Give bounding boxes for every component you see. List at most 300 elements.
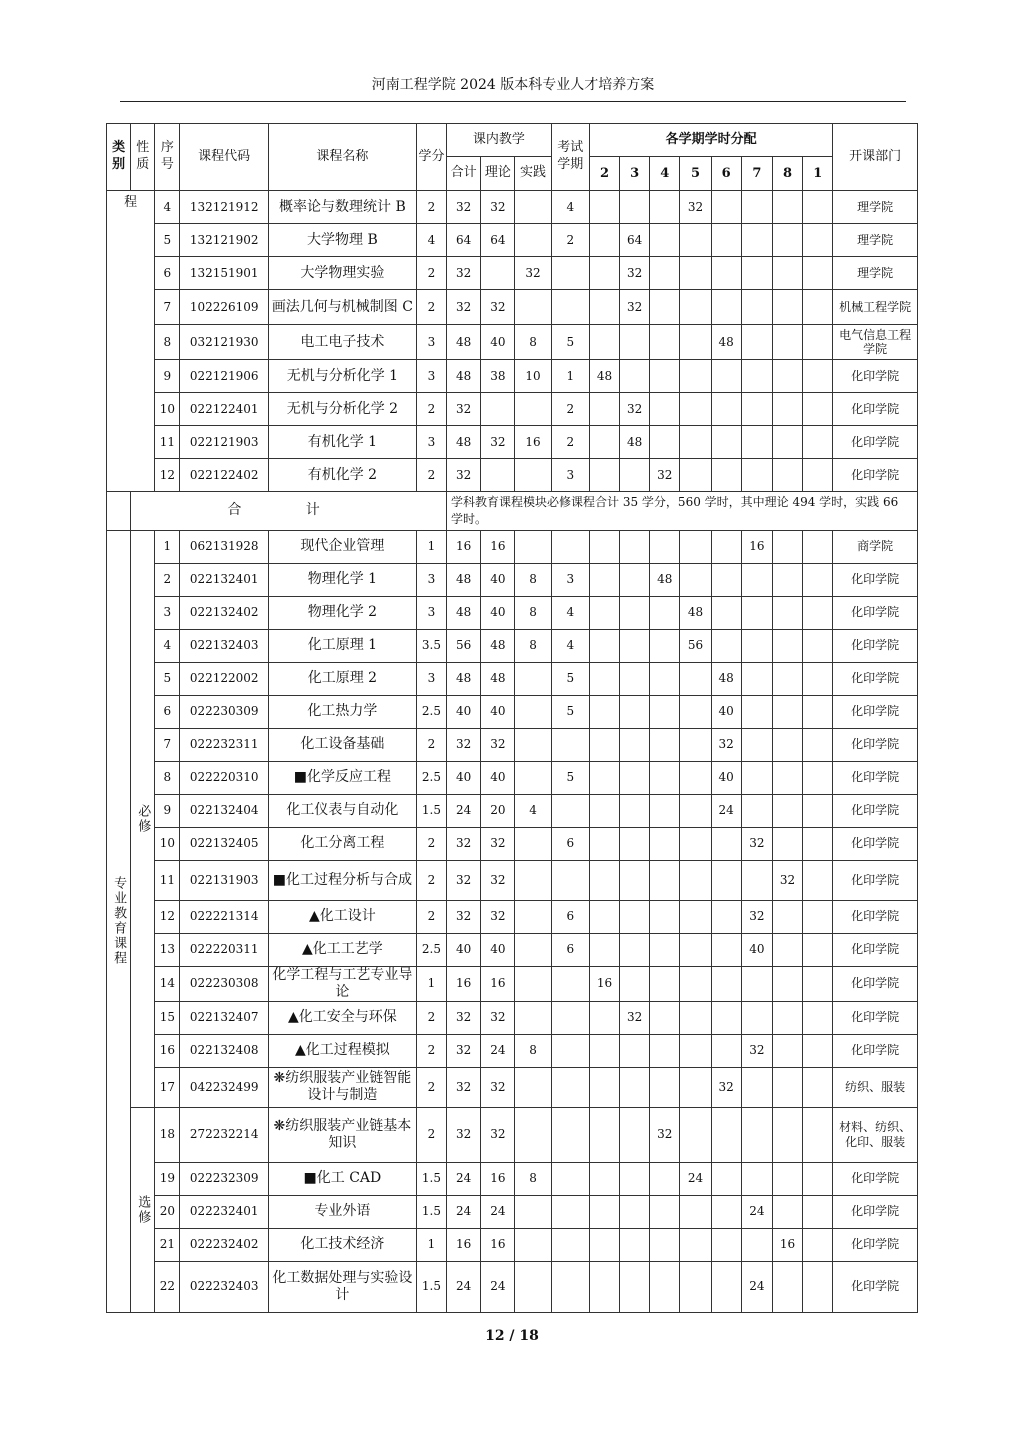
- course-name: ❋纺织服装产业链基本知识: [268, 1107, 416, 1162]
- semester-7-hours: [772, 325, 802, 360]
- course-name: 大学物理 B: [268, 224, 416, 257]
- course-exam-semester: 5: [551, 761, 589, 794]
- course-code: 022132407: [180, 1001, 269, 1034]
- course-credit: 4: [416, 224, 446, 257]
- course-name: 化工热力学: [268, 695, 416, 728]
- semester-3-hours: [650, 827, 680, 860]
- semester-5-hours: [711, 290, 741, 325]
- course-dept: 化印学院: [833, 695, 918, 728]
- course-seq: 2: [155, 563, 180, 596]
- semester-8-hours: [803, 257, 833, 290]
- course-dept: 化印学院: [833, 900, 918, 933]
- semester-1-hours: [589, 629, 619, 662]
- course-practice-hours: 8: [515, 563, 551, 596]
- semester-1-hours: [589, 794, 619, 827]
- table-row: [107, 393, 918, 426]
- course-credit: 2: [416, 459, 446, 492]
- semester-5-hours: [711, 860, 741, 900]
- semester-2-hours: [620, 966, 650, 1001]
- course-practice-hours: [515, 1261, 551, 1312]
- course-theory-hours: 48: [481, 629, 515, 662]
- course-dept: 化印学院: [833, 1034, 918, 1067]
- semester-2-hours: [620, 695, 650, 728]
- course-code: 022121903: [180, 426, 269, 459]
- course-code: 022132402: [180, 596, 269, 629]
- course-practice-hours: [515, 695, 551, 728]
- header-total: 合计: [447, 157, 481, 191]
- semester-1-hours: [589, 900, 619, 933]
- course-dept: 化印学院: [833, 933, 918, 966]
- semester-6-hours: [741, 1067, 772, 1107]
- semester-3-hours: [650, 224, 680, 257]
- table-row: [107, 966, 918, 1001]
- course-seq: 11: [155, 426, 180, 459]
- semester-3-hours: [650, 695, 680, 728]
- table-row: [107, 761, 918, 794]
- nature-label: 必修: [135, 803, 151, 834]
- course-code: 132121912: [180, 191, 269, 224]
- semester-8-hours: [803, 695, 833, 728]
- course-exam-semester: 6: [551, 827, 589, 860]
- course-credit: 2: [416, 900, 446, 933]
- semester-2-hours: [620, 1034, 650, 1067]
- table-row: [107, 662, 918, 695]
- semester-5-hours: [711, 1162, 741, 1195]
- semester-1-hours: [589, 191, 619, 224]
- semester-6-hours: [741, 325, 772, 360]
- semester-3-hours: [650, 325, 680, 360]
- course-code: 132121902: [180, 224, 269, 257]
- course-theory-hours: 32: [481, 860, 515, 900]
- course-theory-hours: 32: [481, 900, 515, 933]
- course-dept: 机械工程学院: [833, 290, 918, 325]
- course-total-hours: 32: [447, 827, 481, 860]
- course-dept: 化印学院: [833, 563, 918, 596]
- header-dept: 开课部门: [833, 124, 918, 191]
- semester-8-hours: [803, 224, 833, 257]
- semester-7-hours: [772, 426, 802, 459]
- semester-1-hours: [589, 1001, 619, 1034]
- header-semester-7: 7: [741, 157, 772, 191]
- header-category: 类别: [107, 124, 131, 191]
- course-seq: 7: [155, 290, 180, 325]
- semester-4-hours: [680, 1034, 711, 1067]
- course-exam-semester: 5: [551, 325, 589, 360]
- course-credit: 1: [416, 1228, 446, 1261]
- semester-3-hours: [650, 1067, 680, 1107]
- semester-7-hours: [772, 1034, 802, 1067]
- category-professional-education: [107, 530, 131, 1312]
- course-theory-hours: 32: [481, 426, 515, 459]
- semester-2-hours: [620, 596, 650, 629]
- course-total-hours: 32: [447, 393, 481, 426]
- semester-2-hours: 48: [620, 426, 650, 459]
- header-semester-8: 8: [772, 157, 802, 191]
- course-total-hours: 40: [447, 933, 481, 966]
- course-seq: 6: [155, 695, 180, 728]
- course-total-hours: 16: [447, 1228, 481, 1261]
- semester-5-hours: [711, 224, 741, 257]
- course-total-hours: 40: [447, 695, 481, 728]
- course-total-hours: 48: [447, 360, 481, 393]
- course-practice-hours: [515, 761, 551, 794]
- semester-3-hours: [650, 393, 680, 426]
- semester-1-hours: [589, 860, 619, 900]
- semester-7-hours: [772, 290, 802, 325]
- semester-4-hours: 24: [680, 1162, 711, 1195]
- course-dept: 化印学院: [833, 860, 918, 900]
- course-practice-hours: [515, 1195, 551, 1228]
- course-seq: 13: [155, 933, 180, 966]
- semester-3-hours: [650, 1261, 680, 1312]
- table-row: [107, 794, 918, 827]
- table-row: [107, 827, 918, 860]
- semester-7-hours: [772, 966, 802, 1001]
- semester-3-hours: [650, 761, 680, 794]
- semester-3-hours: 48: [650, 563, 680, 596]
- semester-5-hours: [711, 596, 741, 629]
- semester-2-hours: [620, 827, 650, 860]
- course-code: 022220311: [180, 933, 269, 966]
- course-practice-hours: 32: [515, 257, 551, 290]
- table-row: [107, 224, 918, 257]
- table-row: [107, 459, 918, 492]
- course-practice-hours: 4: [515, 794, 551, 827]
- course-code: 132151901: [180, 257, 269, 290]
- semester-2-hours: [620, 662, 650, 695]
- course-total-hours: 32: [447, 900, 481, 933]
- course-code: 022132403: [180, 629, 269, 662]
- course-theory-hours: 32: [481, 728, 515, 761]
- semester-5-hours: 40: [711, 761, 741, 794]
- semester-8-hours: [803, 426, 833, 459]
- table-row: [107, 1001, 918, 1034]
- semester-6-hours: [741, 728, 772, 761]
- semester-8-hours: [803, 860, 833, 900]
- semester-5-hours: 48: [711, 662, 741, 695]
- course-seq: 7: [155, 728, 180, 761]
- table-row: [107, 426, 918, 459]
- course-credit: 2: [416, 1034, 446, 1067]
- semester-1-hours: [589, 1034, 619, 1067]
- semester-2-hours: [620, 794, 650, 827]
- semester-4-hours: 56: [680, 629, 711, 662]
- course-theory-hours: 32: [481, 191, 515, 224]
- semester-7-hours: [772, 629, 802, 662]
- semester-1-hours: [589, 933, 619, 966]
- semester-8-hours: [803, 933, 833, 966]
- course-exam-semester: 4: [551, 629, 589, 662]
- course-code: 022122002: [180, 662, 269, 695]
- semester-6-hours: [741, 224, 772, 257]
- semester-4-hours: [680, 695, 711, 728]
- course-name: ▲化工安全与环保: [268, 1001, 416, 1034]
- course-credit: 1.5: [416, 1195, 446, 1228]
- course-code: 022131903: [180, 860, 269, 900]
- course-practice-hours: [515, 191, 551, 224]
- semester-4-hours: [680, 966, 711, 1001]
- category-label: 专业教育课程: [111, 876, 127, 967]
- semester-1-hours: [589, 761, 619, 794]
- course-dept: 纺织、服装: [833, 1067, 918, 1107]
- course-theory-hours: 40: [481, 563, 515, 596]
- course-credit: 1: [416, 966, 446, 1001]
- header-credit: 学分: [416, 124, 446, 191]
- course-seq: 17: [155, 1067, 180, 1107]
- semester-1-hours: [589, 459, 619, 492]
- course-credit: 1: [416, 530, 446, 563]
- course-seq: 5: [155, 662, 180, 695]
- semester-7-hours: 32: [772, 860, 802, 900]
- course-dept: 化印学院: [833, 827, 918, 860]
- header-semester-3: 3: [620, 157, 650, 191]
- semester-5-hours: [711, 563, 741, 596]
- semester-5-hours: 32: [711, 728, 741, 761]
- semester-4-hours: [680, 900, 711, 933]
- table-row: [107, 900, 918, 933]
- course-code: 062131928: [180, 530, 269, 563]
- course-total-hours: 32: [447, 1034, 481, 1067]
- semester-5-hours: [711, 459, 741, 492]
- header-name: 课程名称: [268, 124, 416, 191]
- course-code: 022232402: [180, 1228, 269, 1261]
- semester-8-hours: [803, 325, 833, 360]
- course-exam-semester: [551, 728, 589, 761]
- course-name: ❋纺织服装产业链智能设计与制造: [268, 1067, 416, 1107]
- semester-6-hours: [741, 629, 772, 662]
- semester-5-hours: [711, 257, 741, 290]
- course-theory-hours: 32: [481, 290, 515, 325]
- semester-7-hours: [772, 933, 802, 966]
- semester-3-hours: [650, 933, 680, 966]
- course-name: 化工数据处理与实验设计: [268, 1261, 416, 1312]
- course-code: 022232309: [180, 1162, 269, 1195]
- semester-5-hours: 40: [711, 695, 741, 728]
- semester-3-hours: [650, 629, 680, 662]
- semester-7-hours: [772, 1162, 802, 1195]
- table-row: [107, 1034, 918, 1067]
- course-practice-hours: 8: [515, 1034, 551, 1067]
- category-cell-section1: [107, 191, 155, 492]
- semester-1-hours: [589, 596, 619, 629]
- table-row: [107, 360, 918, 393]
- semester-8-hours: [803, 794, 833, 827]
- semester-2-hours: [620, 728, 650, 761]
- course-seq: 15: [155, 1001, 180, 1034]
- semester-6-hours: [741, 1107, 772, 1162]
- course-code: 022232403: [180, 1261, 269, 1312]
- semester-1-hours: [589, 728, 619, 761]
- semester-2-hours: [620, 860, 650, 900]
- semester-7-hours: [772, 827, 802, 860]
- semester-7-hours: [772, 900, 802, 933]
- semester-7-hours: [772, 563, 802, 596]
- course-total-hours: 56: [447, 629, 481, 662]
- course-total-hours: 48: [447, 662, 481, 695]
- course-total-hours: 32: [447, 290, 481, 325]
- semester-3-hours: [650, 360, 680, 393]
- semester-7-hours: [772, 257, 802, 290]
- course-code: 022221314: [180, 900, 269, 933]
- course-name: 有机化学 2: [268, 459, 416, 492]
- course-theory-hours: 32: [481, 827, 515, 860]
- course-theory-hours: 48: [481, 662, 515, 695]
- course-theory-hours: 40: [481, 596, 515, 629]
- course-dept: 化印学院: [833, 1261, 918, 1312]
- semester-8-hours: [803, 900, 833, 933]
- course-code: 102226109: [180, 290, 269, 325]
- course-name: 化工原理 2: [268, 662, 416, 695]
- course-credit: 3.5: [416, 629, 446, 662]
- semester-2-hours: 32: [620, 290, 650, 325]
- course-credit: 2: [416, 290, 446, 325]
- course-credit: 3: [416, 360, 446, 393]
- course-dept: 化印学院: [833, 794, 918, 827]
- semester-8-hours: [803, 459, 833, 492]
- course-seq: 22: [155, 1261, 180, 1312]
- semester-6-hours: 32: [741, 1034, 772, 1067]
- header-exam: 考试学期: [551, 124, 589, 191]
- semester-5-hours: [711, 191, 741, 224]
- table-row: [107, 860, 918, 900]
- course-dept: 化印学院: [833, 1162, 918, 1195]
- course-dept: 化印学院: [833, 1228, 918, 1261]
- course-name: 物理化学 1: [268, 563, 416, 596]
- semester-6-hours: [741, 426, 772, 459]
- header-practice: 实践: [515, 157, 551, 191]
- semester-2-hours: 64: [620, 224, 650, 257]
- course-dept: 化印学院: [833, 360, 918, 393]
- course-theory-hours: 24: [481, 1261, 515, 1312]
- semester-3-hours: [650, 1228, 680, 1261]
- course-name: 化学工程与工艺专业导论: [268, 966, 416, 1001]
- semester-4-hours: [680, 290, 711, 325]
- semester-1-hours: [589, 662, 619, 695]
- semester-8-hours: [803, 1162, 833, 1195]
- course-name: ▲化工设计: [268, 900, 416, 933]
- course-seq: 11: [155, 860, 180, 900]
- semester-6-hours: [741, 596, 772, 629]
- course-exam-semester: 2: [551, 393, 589, 426]
- course-practice-hours: [515, 966, 551, 1001]
- header-semester-1: 1: [803, 157, 833, 191]
- semester-4-hours: [680, 1195, 711, 1228]
- course-seq: 18: [155, 1107, 180, 1162]
- course-exam-semester: 5: [551, 662, 589, 695]
- semester-7-hours: [772, 360, 802, 393]
- semester-7-hours: [772, 1261, 802, 1312]
- semester-6-hours: 32: [741, 900, 772, 933]
- semester-8-hours: [803, 966, 833, 1001]
- semester-2-hours: 32: [620, 257, 650, 290]
- course-code: 022220310: [180, 761, 269, 794]
- course-dept: 化印学院: [833, 728, 918, 761]
- semester-6-hours: [741, 459, 772, 492]
- semester-1-hours: 16: [589, 966, 619, 1001]
- semester-3-hours: [650, 1034, 680, 1067]
- semester-7-hours: [772, 224, 802, 257]
- semester-8-hours: [803, 530, 833, 563]
- course-total-hours: 32: [447, 257, 481, 290]
- semester-4-hours: [680, 224, 711, 257]
- semester-4-hours: [680, 662, 711, 695]
- course-practice-hours: 8: [515, 596, 551, 629]
- course-exam-semester: 6: [551, 933, 589, 966]
- course-practice-hours: [515, 1001, 551, 1034]
- nature-label: 选修: [135, 1194, 151, 1225]
- table-row: [107, 1162, 918, 1195]
- semester-8-hours: [803, 761, 833, 794]
- semester-8-hours: [803, 563, 833, 596]
- semester-2-hours: [620, 459, 650, 492]
- course-practice-hours: [515, 459, 551, 492]
- course-seq: 9: [155, 794, 180, 827]
- table-row: [107, 1261, 918, 1312]
- semester-6-hours: [741, 1001, 772, 1034]
- semester-1-hours: [589, 1162, 619, 1195]
- course-code: 022132401: [180, 563, 269, 596]
- semester-8-hours: [803, 191, 833, 224]
- table-row: [107, 563, 918, 596]
- course-code: 022121906: [180, 360, 269, 393]
- semester-5-hours: [711, 629, 741, 662]
- nature-required: [131, 530, 155, 1107]
- semester-3-hours: [650, 966, 680, 1001]
- course-theory-hours: 32: [481, 1001, 515, 1034]
- course-exam-semester: [551, 1228, 589, 1261]
- semester-3-hours: [650, 794, 680, 827]
- course-code: 022232401: [180, 1195, 269, 1228]
- semester-4-hours: [680, 1067, 711, 1107]
- table-row: [107, 325, 918, 360]
- course-exam-semester: 2: [551, 426, 589, 459]
- course-name: 化工分离工程: [268, 827, 416, 860]
- course-exam-semester: [551, 1162, 589, 1195]
- course-credit: 3: [416, 662, 446, 695]
- semester-2-hours: [620, 191, 650, 224]
- table-row: [107, 1067, 918, 1107]
- course-theory-hours: 16: [481, 1162, 515, 1195]
- course-theory-hours: 32: [481, 1067, 515, 1107]
- semester-2-hours: [620, 1261, 650, 1312]
- table-row: [107, 191, 918, 224]
- course-exam-semester: [551, 1107, 589, 1162]
- semester-8-hours: [803, 662, 833, 695]
- course-code: 022122401: [180, 393, 269, 426]
- course-theory-hours: 40: [481, 761, 515, 794]
- course-dept: 理学院: [833, 257, 918, 290]
- semester-7-hours: [772, 761, 802, 794]
- table-row: [107, 1195, 918, 1228]
- curriculum-table-wrapper: [106, 123, 918, 1313]
- course-name: 化工设备基础: [268, 728, 416, 761]
- semester-7-hours: [772, 1067, 802, 1107]
- course-exam-semester: 4: [551, 191, 589, 224]
- course-credit: 2: [416, 1067, 446, 1107]
- course-total-hours: 16: [447, 966, 481, 1001]
- header-seq: 序号: [155, 124, 180, 191]
- semester-8-hours: [803, 1261, 833, 1312]
- semester-5-hours: [711, 530, 741, 563]
- page-number: 12 / 18: [485, 1328, 539, 1344]
- course-seq: 12: [155, 900, 180, 933]
- semester-8-hours: [803, 1228, 833, 1261]
- table-row: [107, 290, 918, 325]
- semester-3-hours: [650, 860, 680, 900]
- semester-2-hours: [620, 325, 650, 360]
- course-exam-semester: [551, 860, 589, 900]
- semester-2-hours: [620, 1162, 650, 1195]
